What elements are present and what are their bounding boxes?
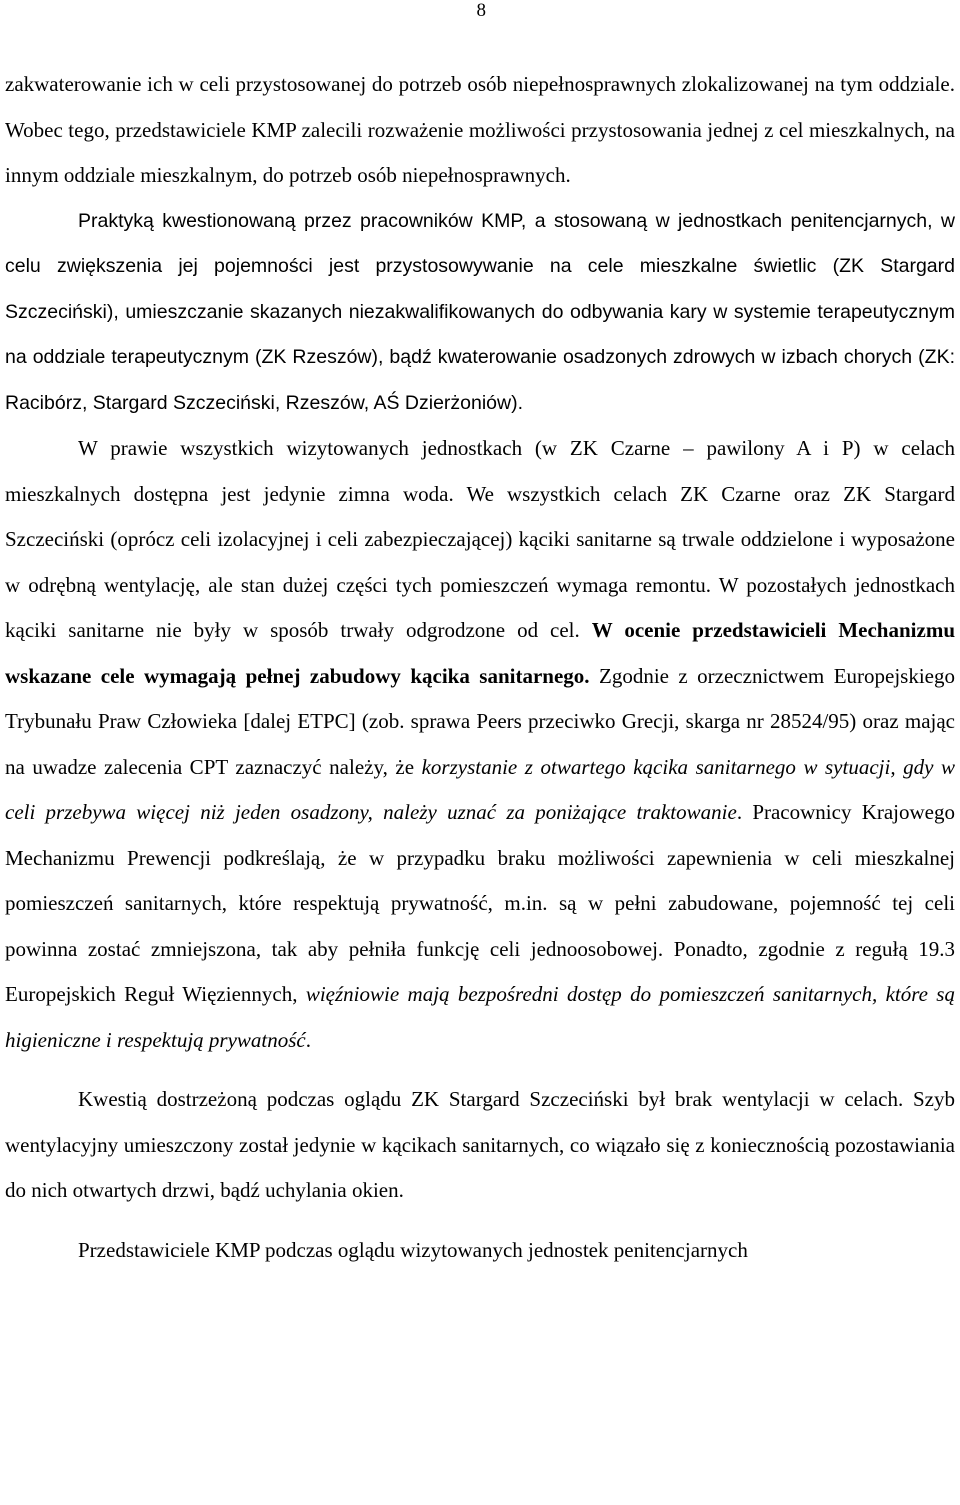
- paragraph-2: Praktyką kwestionowaną przez pracowników KMP, a stosowaną w jednostkach penitencjarnych, w celu zwiększenia jej pojemności jest przystosowywanie na cele mieszkalne świetlic (ZK Stargard Szczeciński), umieszczanie skazanych niezakwalifikowanych do odbywania kary w systemie terapeutycznym na oddziale terapeutycznym (ZK Rzeszów), bądź kwaterowanie osadzonych zdrowych w izbach chorych (ZK: Racibórz, Stargard Szczeciński, Rzeszów, AŚ Dzierżoniów).: [5, 209, 955, 414]
- paragraph-3-text-b: Zgodnie z orzecznictwem Europejskiego Trybunału Praw Człowieka [dalej ETPC] (zob. sprawa Peers przeciwko Grecji, skarga nr 28524/95) oraz mając na uwadze zalecenia CPT zaznaczyć należy, że: [5, 663, 955, 779]
- paragraph-3-bold-recommendation: W ocenie przedstawicieli Mechanizmu wskazane cele wymagają pełnej zabudowy kącika sanitarnego.: [5, 618, 955, 688]
- paragraph-3-text-a: W prawie wszystkich wizytowanych jednostkach (w ZK Czarne – pawilony A i P) w celach mieszkalnych dostępna jest jedynie zimna woda. We wszystkich celach ZK Czarne oraz ZK Stargard Szczeciński (oprócz celi izolacyjnej i celi zabezpieczającej) kąciki sanitarne są trwale oddzielone i wyposażone w odrębną wentylację, ale stan dużej części tych pomieszczeń wymaga remontu. W pozostałych jednostkach kąciki sanitarne nie były w sposób trwały odgrodzone od cel.: [5, 436, 955, 642]
- paragraph-3-text-d: .: [305, 1027, 311, 1052]
- paragraph-4: Kwestią dostrzeżoną podczas oglądu ZK Stargard Szczeciński był brak wentylacji w celach. Szyb wentylacyjny umieszczony został jedynie w kącikach sanitarnych, co wiązało się z koniecznością pozostawiania do nich otwartych drzwi, bądź uchylania okien.: [5, 1087, 955, 1202]
- paragraph-3-italic-quote-2: więźniowie mają bezpośredni dostęp do pomieszczeń sanitarnych, które są higieniczne i respektują prywatność: [5, 982, 955, 1052]
- paragraph-3: [5, 426, 955, 1063]
- page-number: 8: [476, 0, 486, 21]
- document-body: [5, 62, 955, 1273]
- paragraph-3-text-c: . Pracownicy Krajowego Mechanizmu Prewencji podkreślają, że w przypadku braku możliwości zapewnienia w celi mieszkalnej pomieszczeń sanitarnych, które respektują prywatność, m.in. są w pełni zabudowane, pojemność tej celi powinna zostać zmniejszona, tak aby pełniła funkcję celi jednoosobowej. Ponadto, zgodnie z regułą 19.3 Europejskich Reguł Więziennych,: [5, 800, 955, 1006]
- paragraph-1: zakwaterowanie ich w celi przystosowanej do potrzeb osób niepełnosprawnych zlokalizowanej na tym oddziale. Wobec tego, przedstawiciele KMP zalecili rozważenie możliwości przystosowania jednej z cel mieszkalnych, na innym oddziale mieszkalnym, do potrzeb osób niepełnosprawnych.: [5, 72, 955, 187]
- paragraph-3-italic-quote-1: korzystanie z otwartego kącika sanitarnego w sytuacji, gdy w celi przebywa więcej niż jeden osadzony, należy uznać za poniżające traktowanie: [5, 754, 956, 824]
- paragraph-5: Przedstawiciele KMP podczas oglądu wizytowanych jednostek penitencjarnych: [78, 1237, 748, 1262]
